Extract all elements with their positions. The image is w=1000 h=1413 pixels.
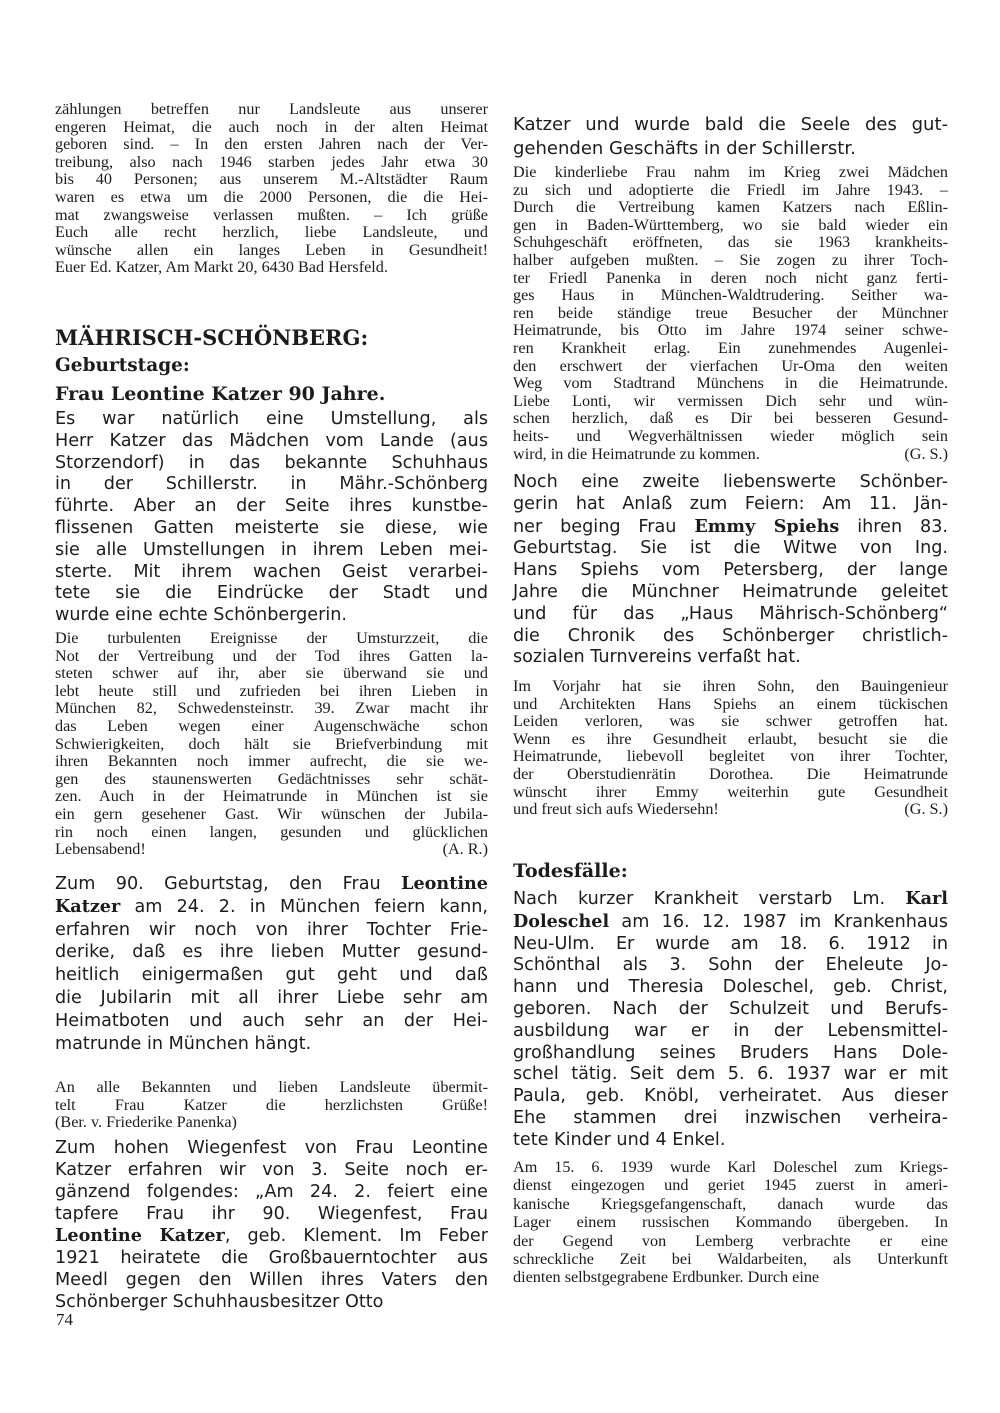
text-line: [513, 731, 948, 749]
text-line: [513, 182, 948, 200]
text-line: [513, 340, 948, 358]
line-text: Schönberger Schuhhausbesitzer Otto: [55, 1292, 384, 1312]
line-text: treibung, also nach 1946 starben jedes Jahr etwa 30: [55, 152, 488, 171]
text-line: [513, 428, 948, 446]
line-text: Not der Vertreibung und der Tod ihres Gatten la-: [55, 646, 488, 665]
line-text: Wenn es ihre Gesundheit erlaubt, besucht sie die: [513, 729, 948, 748]
text-line: [513, 1043, 948, 1065]
text-line: [513, 358, 948, 376]
text-line: [55, 605, 488, 627]
text-line: [513, 1268, 948, 1286]
line-text: Ehe stammen drei inzwischen verheira-: [513, 1107, 948, 1128]
line-text: hann und Theresia Doleschel, geb. Christ,: [513, 977, 948, 998]
line-text: Schwierigkeiten, doch hält sie Briefverbindung mit: [55, 734, 488, 753]
line-text: wurde eine echte Schönbergerin.: [55, 605, 347, 626]
line-text: tete Kinder und 4 Enkel.: [513, 1129, 726, 1150]
text-line: [55, 207, 488, 225]
text-line: [513, 999, 948, 1021]
line-text: Zum hohen Wiegenfest von Frau Leontine: [55, 1138, 488, 1158]
line-text: Neu-Ulm. Er wurde am 18. 6. 1912 in: [513, 933, 948, 954]
text-line: [55, 665, 488, 683]
text-line: [55, 136, 488, 154]
text-line: [513, 305, 948, 323]
text-line: [55, 224, 488, 242]
line-text: Euer Ed. Katzer, Am Markt 20, 6430 Bad Hersfeld.: [55, 258, 388, 277]
text-segment: am 24. 2. in München feiern kann,: [120, 896, 488, 917]
text-segment: ihren 83.: [839, 516, 948, 537]
text-line: [55, 683, 488, 701]
line-text: Heimatboten und auch sehr an der Hei-: [55, 1010, 488, 1031]
line-text: gehenden Geschäfts in der Schillerstr.: [513, 138, 856, 159]
text-line: [513, 955, 948, 977]
line-text: geboren. Nach der Schulzeit und Berufs-: [513, 998, 948, 1019]
line-text: ihren Bekannten noch immer aufrecht, die sie we-: [55, 752, 488, 771]
text-line: [513, 410, 948, 428]
line-text: matrunde in München hängt.: [55, 1033, 312, 1054]
text-line: [55, 453, 488, 475]
text-line: [55, 1203, 488, 1225]
text-line: [513, 199, 948, 217]
line-text: derike, daß es ihre lieben Mutter gesund-: [55, 942, 488, 963]
bold-name: Doleschel: [513, 910, 610, 932]
text-line: [55, 630, 488, 648]
text-segment: am 16. 12. 1987 im Krankenhaus: [609, 911, 948, 932]
text-line: [513, 234, 948, 252]
text-line: [513, 494, 948, 516]
line-text: bis 40 Personen; aus unserem M.-Altstädter Raum: [55, 170, 488, 189]
text-line: [55, 1247, 488, 1269]
line-text: wünscht ihrer Emmy weiterhin gute Gesundheit: [513, 782, 948, 801]
bold-name: Leontine Katzer: [55, 1225, 225, 1246]
line-text: tapfere Frau ihr 90. Wiegenfest, Frau: [55, 1204, 488, 1224]
right-column: [513, 0, 948, 1413]
line-text: mat zwangsweise verlassen mußten. – Ich grüße: [55, 205, 488, 224]
line-text: Meedl gegen den Willen ihres Vaters den: [55, 1270, 488, 1290]
text-line: [55, 987, 488, 1010]
line-text: Leiden verloren, was sie schwer getroffen hat.: [513, 712, 948, 731]
text-line: [55, 753, 488, 771]
text-line: [55, 1137, 488, 1159]
line-text: flissenen Gatten meisterte sie diese, wie: [55, 517, 488, 538]
left-column: [55, 0, 488, 1413]
text-line: [55, 1291, 488, 1313]
text-line: [55, 1097, 488, 1115]
text-line: [513, 801, 948, 819]
author-initials: (A. R.): [442, 840, 488, 859]
text-line: [513, 446, 948, 464]
text-line: [513, 784, 948, 802]
text-line: [55, 1033, 488, 1056]
text-segment: Nach kurzer Krankheit verstarb Lm.: [513, 889, 906, 909]
line-text: das Leben wegen einer Augenschwäche schon: [55, 716, 488, 735]
text-line: [55, 736, 488, 754]
line-text: Heimatrunde, bis Otto im Jahre 1974 seiner schwe-: [513, 321, 948, 340]
text-line: [513, 164, 948, 182]
bold-name: Katzer: [55, 895, 121, 917]
bold-name: Karl: [905, 888, 948, 909]
text-line: [55, 1114, 488, 1132]
line-text: waren es etwa um die 2000 Personen, die die Hei-: [55, 187, 488, 206]
text-line: [55, 1181, 488, 1203]
text-line: [55, 1269, 488, 1291]
line-text: An alle Bekannten und lieben Landsleute übermit-: [55, 1078, 488, 1096]
text-line: [513, 582, 948, 604]
text-line: [55, 964, 488, 987]
line-text: dienten selbstgegrabene Erdbunker. Durch eine: [513, 1268, 820, 1287]
text-line: [55, 583, 488, 605]
text-line: [513, 1064, 948, 1086]
intro-paragraph: [55, 101, 488, 277]
text-line: [513, 472, 948, 494]
line-text: großhandlung seines Bruders Hans Dole-: [513, 1042, 948, 1063]
text-line: [513, 934, 948, 956]
line-text: und freut sich aufs Wiedersehn!: [513, 800, 719, 819]
text-line: [513, 713, 948, 731]
line-text: den erschwert der vierfachen Ur-Oma den weiten: [513, 356, 948, 375]
text-line: [513, 516, 948, 539]
text-line: [513, 911, 948, 934]
text-line: [513, 560, 948, 582]
text-line: [55, 648, 488, 666]
text-line: [513, 977, 948, 999]
text-line: [55, 718, 488, 736]
text-line: [513, 137, 948, 161]
line-text: Die turbulenten Ereignisse der Umsturzzeit, die: [55, 629, 488, 647]
line-text: Am 15. 6. 1939 wurde Karl Doleschel zum Kriegs-: [513, 1158, 948, 1176]
line-text: heits- und Wegverhältnissen wieder möglich sein: [513, 426, 948, 445]
text-line: [513, 1021, 948, 1043]
text-line: [513, 538, 948, 560]
bold-name: Leontine: [401, 873, 488, 894]
text-line: [513, 1213, 948, 1231]
article-paragraph: [55, 873, 488, 1055]
text-line: [513, 375, 948, 393]
line-text: Es war natürlich eine Umstellung, als: [55, 409, 488, 429]
text-line: [513, 1176, 948, 1194]
text-line: [55, 171, 488, 189]
line-text: schreckliche Zeit bei Waldarbeiten, als Unterkunft: [513, 1250, 948, 1269]
line-text: dienst eingezogen und geriet 1945 zuerst in ameri-: [513, 1176, 948, 1195]
line-text: die Chronik des Schönberger christlich-: [513, 625, 948, 646]
text-line: [513, 287, 948, 305]
line-text: wünsche allen ein langes Leben in Gesundheit!: [55, 240, 488, 259]
text-line: [55, 431, 488, 453]
text-segment: , geb. Klement. Im Feber: [224, 1226, 488, 1246]
text-line: [513, 888, 948, 911]
text-line: [55, 119, 488, 137]
line-text: Katzer erfahren wir von 3. Seite noch er-: [55, 1160, 488, 1180]
text-line: [513, 270, 948, 288]
line-text: führte. Aber an der Seite ihres kunstbe-: [55, 496, 488, 517]
text-line: [55, 474, 488, 496]
line-text: tete sie die Eindrücke der Stadt und: [55, 583, 488, 604]
line-text: telt Frau Katzer die herzlichsten Grüße!: [55, 1095, 488, 1114]
text-line: [55, 1225, 488, 1247]
text-line: [513, 1086, 948, 1108]
line-text: ein gern gesehener Gast. Wir wünschen der Jubila-: [55, 804, 488, 823]
article-paragraph: [55, 630, 488, 859]
line-text: ausbildung war er in der Lebensmittel-: [513, 1020, 948, 1041]
text-line: [55, 841, 488, 859]
text-line: [55, 409, 488, 431]
line-text: sterte. Mit ihrem wachen Geist verarbei-: [55, 561, 488, 582]
text-line: [513, 113, 948, 137]
article-paragraph: [55, 1137, 488, 1313]
text-line: [55, 896, 488, 919]
line-text: Lebensabend!: [55, 840, 146, 859]
line-text: Schuhgeschäft eröffneten, das sie 1963 krankheits-: [513, 233, 948, 252]
line-text: halber aufgeben mußten. – Sie zogen zu ihrer Toch-: [513, 250, 948, 269]
text-line: [513, 766, 948, 784]
text-line: [55, 101, 488, 119]
text-line: [513, 1108, 948, 1130]
text-line: [513, 1195, 948, 1213]
line-text: schel tätig. Seit dem 5. 6. 1937 war er mit: [513, 1064, 948, 1085]
line-text: Storzendorf) in das bekannte Schuhhaus: [55, 452, 488, 473]
text-line: [55, 259, 488, 277]
text-line: [513, 1130, 948, 1152]
line-text: Jahre die Münchner Heimatrunde geleitet: [513, 581, 948, 602]
line-text: in der Schillerstr. in Mähr.-Schönberg: [55, 474, 488, 495]
article-paragraph: [513, 678, 948, 819]
text-line: [55, 771, 488, 789]
line-text: zu sich und adoptierte die Friedl im Jahre 1943. –: [513, 180, 948, 199]
text-line: [513, 604, 948, 626]
line-text: Hans Spiehs vom Petersberg, der lange: [513, 560, 948, 581]
text-line: [513, 322, 948, 340]
line-text: Durch die Vertreibung kamen Katzers nach Eßlin-: [513, 198, 948, 217]
text-line: [513, 678, 948, 696]
text-segment: ner beging Frau: [513, 516, 695, 537]
author-initials: (G. S.): [904, 444, 948, 463]
text-line: [513, 748, 948, 766]
text-line: [55, 242, 488, 260]
subsection-heading: Geburtstage:: [55, 355, 190, 376]
line-text: Schönthal als 3. Sohn der Eheleute Jo-: [513, 955, 948, 976]
text-line: [55, 518, 488, 540]
line-text: gerin hat Anlaß zum Feiern: Am 11. Jän-: [513, 493, 948, 514]
text-line: [513, 647, 948, 669]
line-text: ter Friedl Panenka in deren noch nicht ganz ferti-: [513, 268, 948, 287]
line-text: Lager einem russischen Kommando übergeben. In: [513, 1213, 948, 1232]
line-text: gänzend folgendes: „Am 24. 2. feiert eine: [55, 1182, 488, 1202]
text-line: [55, 941, 488, 964]
line-text: schen herzlich, daß es Dir bei besseren Gesund-: [513, 409, 948, 428]
text-line: [513, 393, 948, 411]
line-text: sozialen Turnvereins verfaßt hat.: [513, 647, 801, 668]
text-line: [55, 873, 488, 896]
article-paragraph: [513, 164, 948, 463]
text-line: [55, 700, 488, 718]
article-paragraph: [55, 1079, 488, 1132]
line-text: Die kinderliebe Frau nahm im Krieg zwei Mädchen: [513, 163, 948, 181]
text-line: [55, 540, 488, 562]
text-line: [55, 788, 488, 806]
text-line: [55, 496, 488, 518]
text-line: [513, 252, 948, 270]
line-text: gen in Baden-Württemberg, wo sie bald wieder ein: [513, 215, 948, 234]
text-line: [513, 1250, 948, 1268]
line-text: München 82, Schwedensteinstr. 39. Zwar macht ihr: [55, 699, 488, 718]
text-line: [55, 806, 488, 824]
line-text: und Architekten Hans Spiehs an einem tückischen: [513, 694, 948, 713]
text-line: [513, 1158, 948, 1176]
text-line: [55, 189, 488, 207]
article-paragraph: [513, 1158, 948, 1287]
line-text: ren beide ständige treue Besucher der Münchner: [513, 303, 948, 322]
line-text: Paula, geb. Knöbl, verheiratet. Aus dieser: [513, 1086, 948, 1107]
line-text: Liebe Lonti, wir vermissen Dich sehr und wün-: [513, 391, 948, 410]
line-text: Weg vom Stadtrand Münchens in die Heimatrunde.: [513, 374, 948, 393]
text-line: [513, 217, 948, 235]
line-text: ges Haus in München-Waldtrudering. Seither wa-: [513, 286, 948, 305]
article-paragraph: [513, 113, 948, 161]
line-text: zählungen betreffen nur Landsleute aus unserer: [55, 100, 488, 118]
line-text: (Ber. v. Friederike Panenka): [55, 1113, 237, 1132]
line-text: wird, in die Heimatrunde zu kommen.: [513, 444, 760, 463]
text-line: [55, 562, 488, 584]
text-line: [55, 1159, 488, 1181]
text-line: [55, 1079, 488, 1097]
author-initials: (G. S.): [904, 800, 948, 819]
bold-name: Emmy Spiehs: [694, 515, 840, 537]
line-text: Noch eine zweite liebenswerte Schönber-: [513, 472, 948, 492]
line-text: zen. Auch in der Heimatrunde in München ist sie: [55, 787, 488, 806]
text-line: [55, 824, 488, 842]
line-text: rin noch einen langen, gesunden und glücklichen: [55, 822, 488, 841]
section-heading-deaths: Todesfälle:: [513, 860, 628, 882]
line-text: Geburtstag. Sie ist die Witwe von Ing.: [513, 538, 948, 559]
article-paragraph: [55, 409, 488, 627]
text-line: [513, 696, 948, 714]
line-text: kanische Kriegsgefangenschaft, danach wurde das: [513, 1194, 948, 1213]
text-line: [55, 1010, 488, 1033]
line-text: geboren sind. – In den ersten Jahren nach der Ver-: [55, 135, 488, 154]
line-text: Katzer und wurde bald die Seele des gut-: [513, 114, 948, 135]
line-text: Herr Katzer das Mädchen vom Lande (aus: [55, 430, 488, 451]
text-line: [55, 154, 488, 172]
line-text: sie alle Umstellungen in ihrem Leben mei-: [55, 539, 488, 560]
line-text: lebt heute still und zufrieden bei ihren Lieben in: [55, 681, 488, 700]
text-segment: Zum 90. Geburtstag, den Frau: [55, 874, 402, 894]
line-text: 1921 heiratete die Großbauerntochter aus: [55, 1248, 488, 1268]
text-line: [55, 919, 488, 942]
line-text: heitlich einigermaßen gut geht und daß: [55, 965, 488, 986]
article-paragraph: [513, 472, 948, 669]
text-line: [513, 626, 948, 648]
line-text: gen des staunenswerten Gedächtnisses sehr schät-: [55, 769, 488, 788]
line-text: steten schwer auf ihr, aber sie überwand sie und: [55, 664, 488, 683]
line-text: ren Krankheit erlag. Ein zunehmendes Augenlei-: [513, 338, 948, 357]
line-text: der Oberstudienrätin Dorothea. Die Heimatrunde: [513, 764, 948, 783]
line-text: die Jubilarin mit all ihrer Liebe sehr am: [55, 987, 488, 1008]
line-text: Euch alle recht herzlich, liebe Landsleute, und: [55, 223, 488, 242]
line-text: Heimatrunde, liebevoll begleitet von ihrer Tochter,: [513, 747, 948, 766]
line-text: und für das „Haus Mährisch-Schönberg“: [513, 603, 948, 624]
text-line: [513, 1232, 948, 1250]
article-title: Frau Leontine Katzer 90 Jahre.: [55, 383, 386, 405]
line-text: der Gegend von Lemberg verbrachte er eine: [513, 1231, 948, 1250]
line-text: engeren Heimat, die auch noch in der alten Heimat: [55, 117, 488, 136]
page-number: 74: [56, 1310, 73, 1329]
line-text: erfahren wir noch von ihrer Tochter Frie-: [55, 919, 488, 940]
line-text: Im Vorjahr hat sie ihren Sohn, den Bauingenieur: [513, 677, 948, 695]
article-paragraph: [513, 888, 948, 1152]
section-heading: MÄHRISCH-SCHÖNBERG:: [55, 325, 369, 350]
